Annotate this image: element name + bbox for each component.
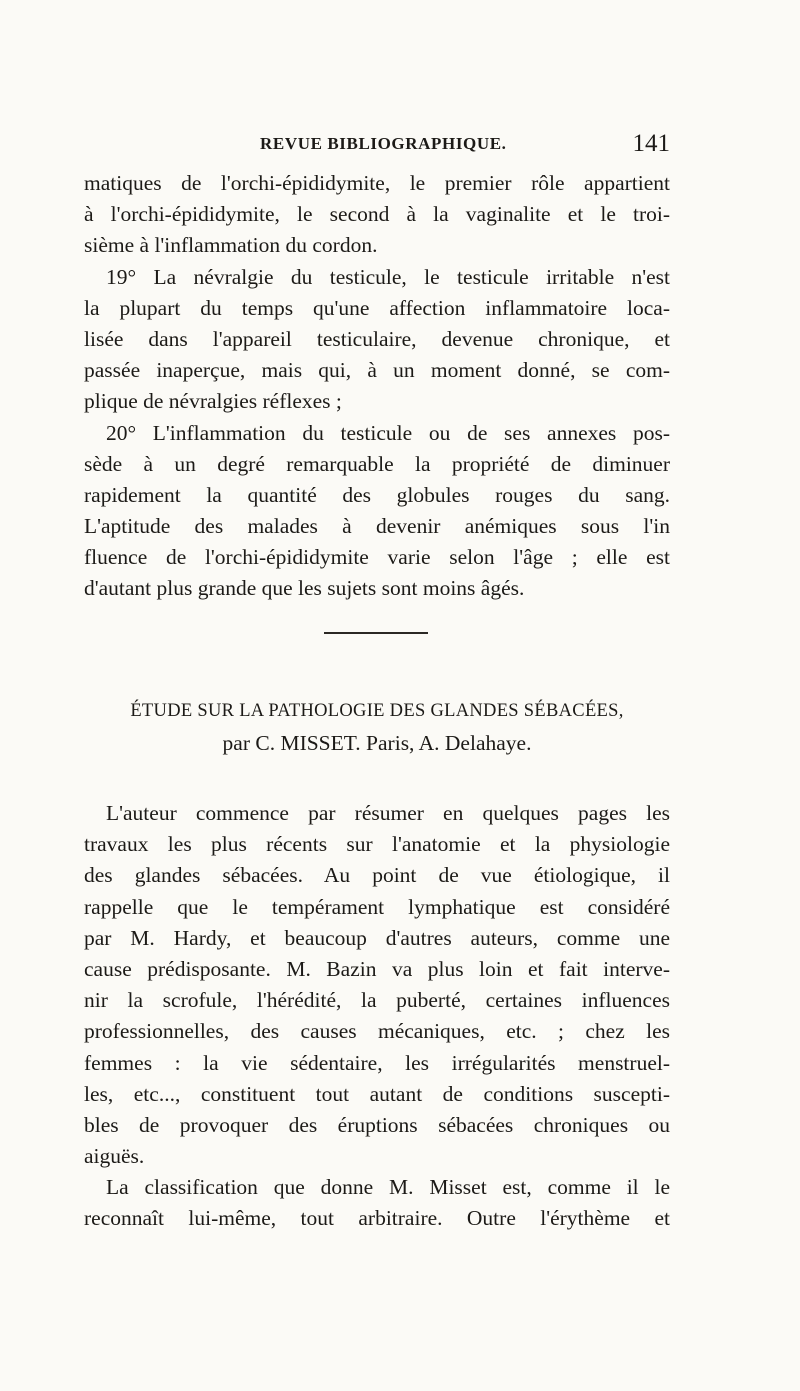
text-line: aiguës.: [84, 1144, 145, 1169]
text-line: reconnaît lui-même, tout arbitraire. Outre l'érythème et: [84, 1206, 670, 1231]
text-line: travaux les plus récents sur l'anatomie et la physiologie: [84, 832, 670, 857]
text-line: nir la scrofule, l'hérédité, la puberté, certaines influences: [84, 988, 670, 1013]
text-line: La classification que donne M. Misset est, comme il le: [106, 1175, 670, 1200]
text-line: des glandes sébacées. Au point de vue étiologique, il: [84, 863, 670, 888]
text-line: professionnelles, des causes mécaniques, etc. ; chez les: [84, 1019, 670, 1044]
text-block-bottom: [84, 798, 670, 1235]
text-line: femmes : la vie sédentaire, les irrégularités menstruel-: [84, 1050, 670, 1075]
text-line: sède à un degré remarquable la propriété de diminuer: [84, 451, 670, 476]
section-divider: [324, 632, 428, 634]
text-line: L'auteur commence par résumer en quelques pages les: [106, 801, 670, 825]
text-line: sième à l'inflammation du cordon.: [84, 233, 378, 258]
paragraph-2: [84, 262, 670, 418]
running-head-title: REVUE BIBLIOGRAPHIQUE.: [260, 134, 507, 153]
text-line: rapidement la quantité des globules rouges du sang.: [84, 482, 670, 507]
text-line: à l'orchi-épididymite, le second à la vaginalite et le troi-: [84, 202, 670, 227]
text-line: passée inaperçue, mais qui, à un moment donné, se com-: [84, 358, 670, 383]
text-line: fluence de l'orchi-épididymite varie selon l'âge ; elle est: [84, 545, 670, 570]
paragraph-4: [84, 798, 670, 1172]
running-head: [84, 131, 670, 161]
text-line: matiques de l'orchi-épididymite, le premier rôle appartient: [84, 171, 670, 195]
text-line: par M. Hardy, et beaucoup d'autres auteurs, comme une: [84, 925, 670, 950]
text-line: d'autant plus grande que les sujets sont moins âgés.: [84, 576, 525, 601]
paragraph-5: [84, 1172, 670, 1234]
text-line: plique de névralgies réflexes ;: [84, 389, 342, 414]
paragraph-3: [84, 418, 670, 605]
paragraph-1: [84, 168, 670, 262]
text-line: lisée dans l'appareil testiculaire, devenue chronique, et: [84, 326, 670, 351]
text-line: 20° L'inflammation du testicule ou de ses annexes pos-: [106, 420, 670, 445]
section-title: ÉTUDE SUR LA PATHOLOGIE DES GLANDES SÉBACÉES,: [130, 701, 624, 721]
section-byline: par C. MISSET. Paris, A. Delahaye.: [222, 731, 532, 755]
text-line: L'aptitude des malades à devenir anémiques sous l'in: [84, 514, 670, 539]
page-number: 141: [632, 130, 670, 157]
section-heading: [84, 696, 670, 760]
text-line: bles de provoquer des éruptions sébacées chroniques ou: [84, 1112, 670, 1137]
text-line: rappelle que le tempérament lymphatique est considéré: [84, 894, 670, 919]
text-block-top: [84, 168, 670, 605]
text-line: les, etc..., constituent tout autant de conditions suscepti-: [84, 1081, 670, 1106]
text-line: la plupart du temps qu'une affection inflammatoire loca-: [84, 295, 670, 320]
text-line: cause prédisposante. M. Bazin va plus loin et fait interve-: [84, 956, 670, 981]
text-line: 19° La névralgie du testicule, le testicule irritable n'est: [106, 264, 670, 289]
